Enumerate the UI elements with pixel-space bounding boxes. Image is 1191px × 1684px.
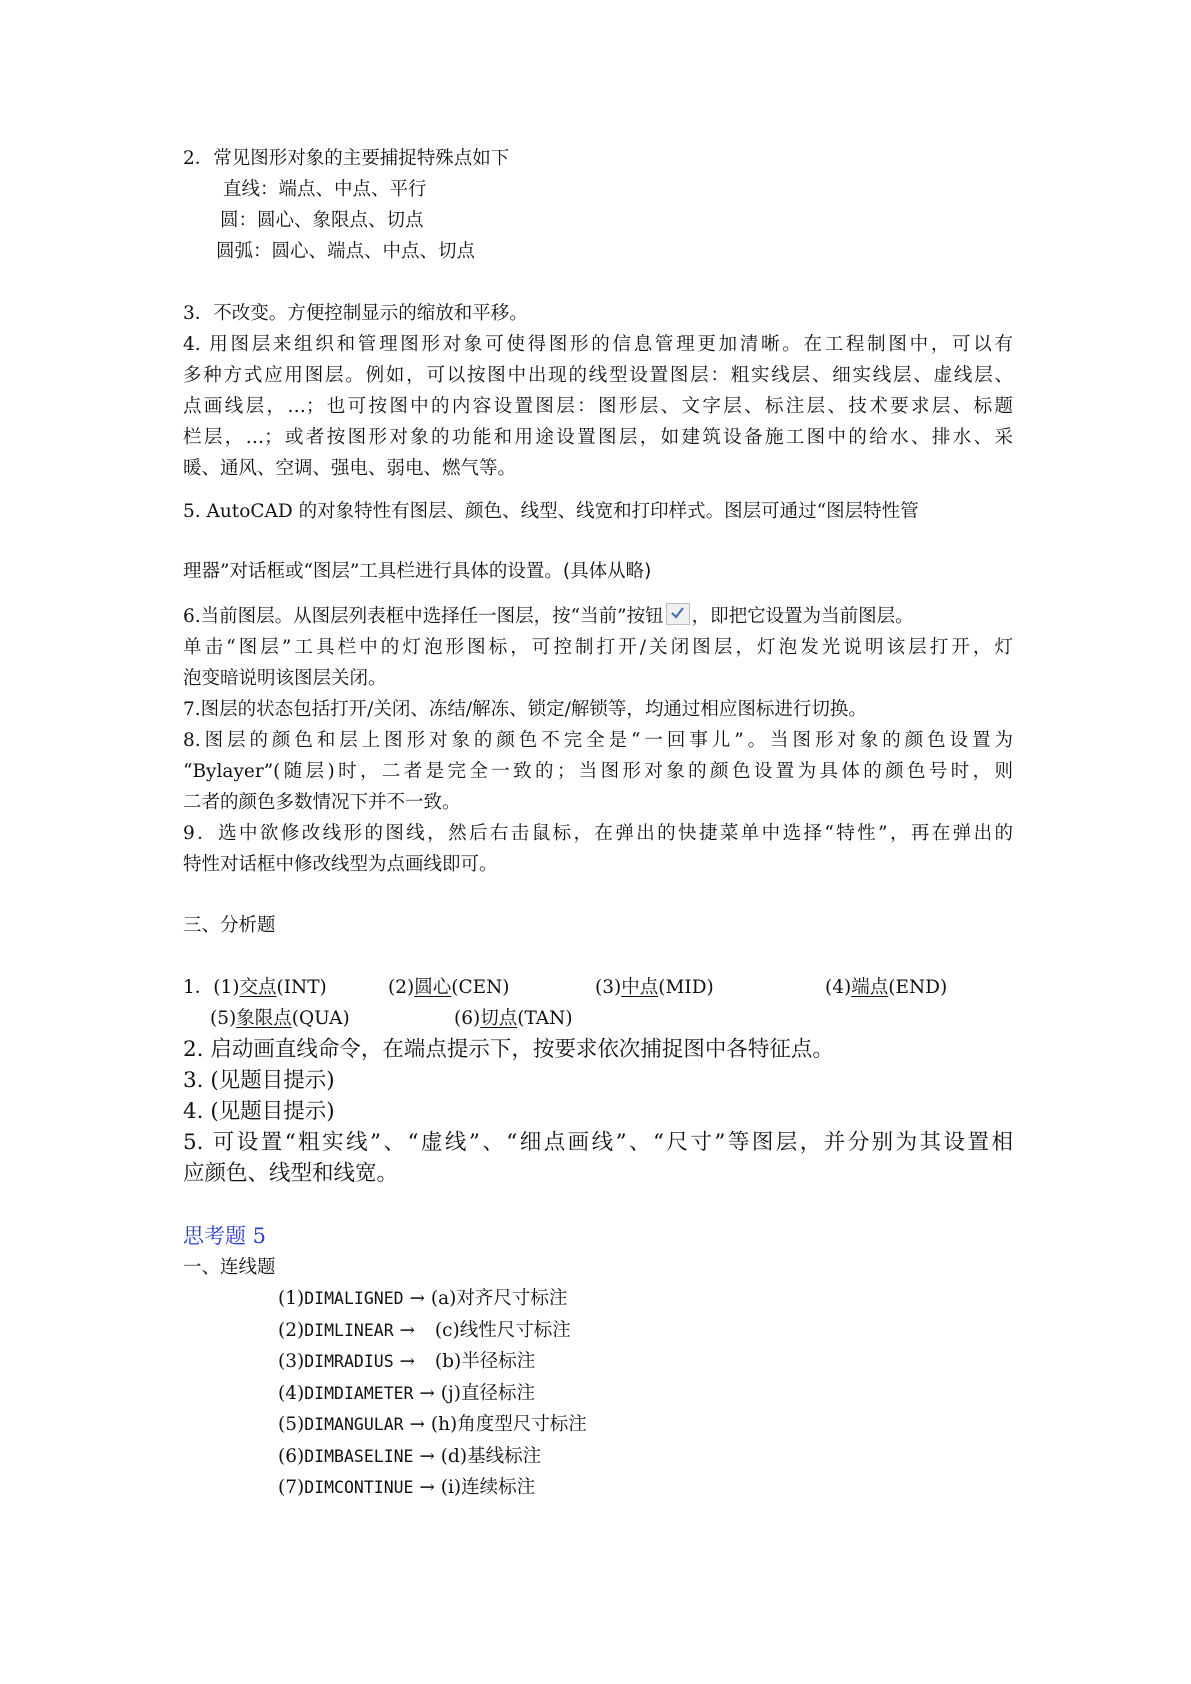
analysis-answer-3: 3. (见题目提示) [183, 1068, 335, 1093]
analysis-answer-1-row-1 [183, 972, 1013, 1003]
match-row [278, 1472, 1013, 1504]
item-5-text-e: 设置。(具体从略) [507, 561, 652, 582]
match-command: DIMANGULAR [304, 1415, 404, 1434]
answer-1-term-1: 交点 [239, 977, 277, 998]
analysis-answer-5-line-2: 应颜色、线型和线宽。 [183, 1161, 399, 1186]
answer-1-code-4: (END) [888, 977, 948, 998]
answer-1-term-5: 象限点 [236, 1008, 292, 1029]
document-page [183, 143, 1013, 1504]
arrow-icon: → [419, 1477, 435, 1498]
match-answer: (b)半径标注 [434, 1351, 536, 1372]
item-9-line-2: 特性对话框中修改线型为点画线即可。 [183, 854, 498, 875]
match-row [278, 1283, 1013, 1315]
match-number: (4) [278, 1382, 305, 1404]
arrow-icon: → [399, 1319, 416, 1341]
answer-1-code-2: (CEN) [451, 977, 510, 998]
item-4-line-3: 点画线层，…；也可按图中的内容设置图层：图形层、文字层、标注层、技术要求层、标题 [183, 396, 1013, 417]
match-number: (1) [278, 1288, 305, 1309]
match-number: (2) [278, 1319, 305, 1341]
item-5-text-bold: 图层 [724, 501, 762, 522]
item-8-line-3: 二者的颜色多数情况下并不一致。 [183, 792, 461, 813]
answer-1-code-3: (MID) [658, 977, 714, 998]
item-9-line-1: 9．选中欲修改线形的图线，然后右击鼠标，在弹出的快捷菜单中选择“特性”，再在弹出的 [183, 823, 1013, 844]
chapter-5-heading: 思考题 5 [183, 1224, 267, 1248]
arrow-icon: → [419, 1445, 435, 1467]
answer-1-term-3: 中点 [621, 977, 659, 998]
match-number: (3) [278, 1351, 305, 1372]
answer-1-code-1: (INT) [276, 977, 327, 998]
item-2-title: 2．常见图形对象的主要捕捉特殊点如下 [183, 148, 510, 169]
match-command: DIMBASELINE [304, 1446, 414, 1466]
match-number: (5) [278, 1414, 305, 1435]
item-6-line-2: 单击“图层”工具栏中的灯泡形图标，可控制打开/关闭图层，灯泡发光说明该层打开，灯 [183, 637, 1013, 658]
match-command: DIMDIAMETER [304, 1383, 414, 1403]
item-2-line: 直线：端点、中点、平行 [223, 179, 427, 200]
item-3: 3．不改变。方便控制显示的缩放和平移。 [183, 303, 528, 324]
match-row [278, 1378, 1013, 1410]
match-answer: (c)线性尺寸标注 [434, 1319, 571, 1341]
answer-1-code-6: (TAN) [517, 1008, 573, 1029]
answer-1-prefix-2: (2) [388, 977, 415, 998]
item-5-line-1 [183, 496, 1013, 527]
checkmark-icon [666, 603, 690, 625]
answer-1-prefix-4: (4) [825, 977, 852, 998]
match-answer: (a)对齐尺寸标注 [430, 1288, 568, 1309]
arrow-icon: → [409, 1414, 425, 1435]
answer-1-prefix-5: (5) [210, 1008, 237, 1029]
match-command: DIMLINEAR [304, 1320, 394, 1340]
match-row [278, 1315, 1013, 1347]
match-command: DIMRADIUS [304, 1352, 394, 1371]
item-2-arc: 圆弧：圆心、端点、中点、切点 [216, 241, 476, 262]
match-command: DIMCONTINUE [304, 1478, 414, 1497]
analysis-answer-2: 2. 启动画直线命令，在端点提示下，按要求依次捕捉图中各特征点。 [183, 1037, 834, 1062]
item-5-text-c: 可通过“图层特性管 [761, 501, 919, 522]
item-5-line-2 [183, 556, 1013, 587]
item-4-line-5: 暖、通风、空调、强电、弱电、燃气等。 [183, 458, 517, 479]
analysis-answer-4: 4. (见题目提示) [183, 1099, 335, 1124]
analysis-answer-1-row-2 [183, 1003, 1013, 1034]
match-row [278, 1409, 1013, 1441]
item-6-line-1 [183, 601, 1013, 632]
match-row [278, 1346, 1013, 1378]
item-2-circle: 圆：圆心、象限点、切点 [220, 210, 424, 231]
arrow-icon: → [419, 1382, 435, 1404]
match-answer: (h)角度型尺寸标注 [430, 1414, 587, 1435]
item-6-line-3: 泡变暗说明该图层关闭。 [183, 668, 387, 689]
item-5-text-a: 5. AutoCAD 的对象特性有图层、颜色、线型、线宽和打印样式。 [183, 501, 725, 522]
answer-1-code-5: (QUA) [291, 1008, 350, 1029]
item-5-text-d: 理器”对话框或“图层”工具栏进行具体的 [183, 561, 508, 582]
item-6-text-a: 6.当前图层。从图层列表框中选择任一图层，按“当前”按钮 [183, 606, 664, 627]
match-row [278, 1441, 1013, 1473]
item-4-line-4: 栏层，…；或者按图形对象的功能和用途设置图层，如建筑设备施工图中的给水、排水、采 [183, 427, 1013, 448]
item-4-line-1: 4. 用图层来组织和管理图形对象可使得图形的信息管理更加清晰。在工程制图中，可以有 [183, 334, 1013, 355]
answer-1-term-2: 圆心 [414, 977, 452, 998]
section-3-title: 三、分析题 [183, 915, 276, 936]
matching-list [183, 1283, 1013, 1504]
match-number: (7) [278, 1477, 305, 1498]
answer-1-term-4: 端点 [851, 977, 889, 998]
match-answer: (d)基线标注 [440, 1445, 542, 1467]
item-4-line-2: 多种方式应用图层。例如，可以按图中出现的线型设置图层：粗实线层、细实线层、虚线层、 [183, 365, 1013, 386]
analysis-answer-5-line-1: 5. 可设置“粗实线”、“虚线”、“细点画线”、“尺寸”等图层，并分别为其设置相 [183, 1130, 1013, 1155]
item-8-line-1: 8.图层的颜色和层上图形对象的颜色不完全是“一回事儿”。当图形对象的颜色设置为 [183, 730, 1013, 751]
arrow-icon: → [409, 1288, 425, 1309]
answer-1-prefix-3: (3) [595, 977, 622, 998]
match-answer: (i)连续标注 [440, 1477, 536, 1498]
answer-1-prefix-1: 1．(1) [183, 977, 240, 998]
item-8-line-2: “Bylayer”(随层)时，二者是完全一致的；当图形对象的颜色设置为具体的颜色号时，则 [183, 761, 1013, 782]
match-answer: (j)直径标注 [440, 1382, 535, 1404]
arrow-icon: → [399, 1351, 416, 1372]
match-number: (6) [278, 1445, 305, 1467]
item-6-text-b: ，即把它设置为当前图层。 [691, 606, 914, 627]
item-7: 7.图层的状态包括打开/关闭、冻结/解冻、锁定/解锁等，均通过相应图标进行切换。 [183, 699, 867, 720]
answer-1-prefix-6: (6) [454, 1008, 481, 1029]
match-command: DIMALIGNED [304, 1289, 404, 1308]
section-1-title: 一、连线题 [183, 1257, 276, 1278]
answer-1-term-6: 切点 [480, 1008, 518, 1029]
